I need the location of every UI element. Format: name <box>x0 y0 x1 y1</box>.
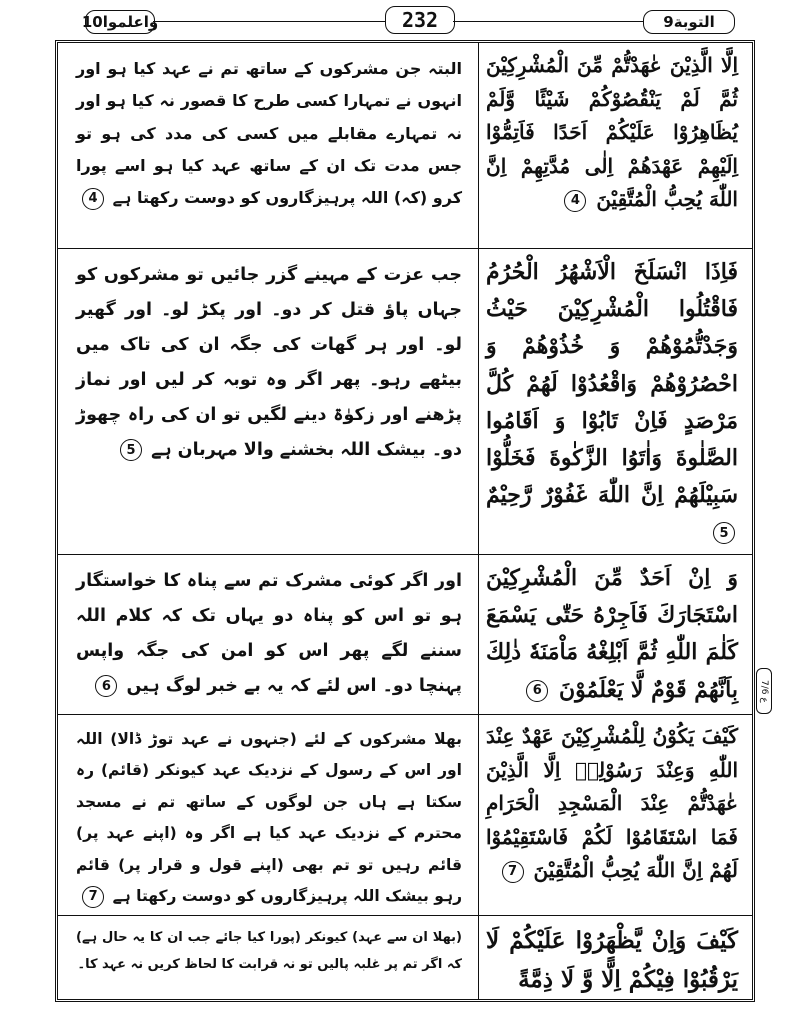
page-header <box>55 6 755 36</box>
verse-section-6 <box>58 554 752 714</box>
ayah-number-badge: 5 <box>120 439 142 461</box>
verse-section-7 <box>58 714 752 915</box>
ayah-number-badge: 6 <box>95 675 117 697</box>
arabic-verse: اِلَّا الَّذِيْنَ عٰهَدْتُّمْ مِّنَ الْمُشْرِكِيْنَ ثُمَّ لَمْ يَنْقُصُوْكُمْ شَيْئًا وَّلَمْ يُظَاهِرُوْا عَلَيْكُمْ اَحَدًا فَاَتِمُّوْا اِلَيْهِمْ عَهْدَهُمْ اِلٰى مُدَّتِهِمْ اِنَّ اللّٰهَ يُحِبُّ الْمُتَّقِيْنَ 4 <box>486 53 738 212</box>
header-rule-right <box>453 21 643 22</box>
ayah-number-badge: 6 <box>526 680 548 702</box>
urdu-translation: جب عزت کے مہینے گزر جائیں تو مشرکوں کو جہاں پاؤ قتل کر دو۔ اور پکڑ لو۔ اور گھیر لو۔ اور ہر گھات کی جگہ ان کی تاک میں بیٹھے رہو۔ پھر اگر وہ توبہ کر لیں اور نماز پڑھنے اور زکوٰۃ دینے لگیں تو ان کی راہ چھوڑ دو۔ بیشک اللہ بخشنے والا مہربان ہے 5 <box>76 265 462 460</box>
urdu-translation: البتہ جن مشرکوں کے ساتھ تم نے عہد کیا ہو اور انہوں نے تمہارا کسی طرح کا قصور نہ کیا ہو اور نہ تمہارے مقابلے میں کسی کی مدد کی ہو تو جس مدت تک ان کے ساتھ عہد کیا ہو اسے پورا کرو (کہ) اللہ پرہیزگاروں کو دوست رکھتا ہے 4 <box>58 43 478 214</box>
urdu-translation: (بھلا ان سے عہد) کیونکر (پورا کیا جائے جب ان کا یہ حال ہے) کہ اگر تم پر غلبہ پالیں تو نہ قرابت کا لحاظ کریں نہ عہد کا۔ <box>76 930 462 972</box>
header-rule-left <box>153 21 385 22</box>
verse-section-5 <box>58 248 752 554</box>
verse-section-8 <box>58 915 752 999</box>
page-frame <box>55 40 755 1002</box>
page-number: 232 <box>385 6 455 34</box>
arabic-verse: وَ اِنْ اَحَدٌ مِّنَ الْمُشْرِكِيْنَ اسْتَجَارَكَ فَاَجِرْهُ حَتّٰى يَسْمَعَ كَلٰمَ اللّٰهِ ثُمَّ اَبْلِغْهُ مَاْمَنَهٗ ذٰلِكَ بِاَنَّهُمْ قَوْمٌ لَّا يَعْلَمُوْنَ 6 <box>486 565 738 703</box>
urdu-translation: بھلا مشرکوں کے لئے (جنہوں نے عہد توڑ ڈالا) اللہ اور اس کے رسول کے نزدیک عہد کیونکر (قائم) رہ سکتا ہے ہاں جن لوگوں کے ساتھ تم نے مسجد محترم کے نزدیک عہد کیا ہے اگر وہ (اپنے عہد پر) قائم رہیں تو تم بھی (اپنے قول و قرار پر) قائم رہو بیشک اللہ پرہیزگاروں کو دوست رکھتا ہے 7 <box>58 714 478 912</box>
verse-section-4 <box>58 43 752 248</box>
ayah-number-badge: 7 <box>82 886 104 908</box>
ayah-number-badge: 7 <box>502 861 524 883</box>
ayah-number-badge: 4 <box>82 188 104 210</box>
arabic-verse: كَيْفَ وَاِنْ يَّظْهَرُوْا عَلَيْكُمْ لَا يَرْقُبُوْا فِيْكُمْ اِلًّا وَّ لَا ذِمَّةً <box>486 927 738 993</box>
urdu-translation: اور اگر کوئی مشرک تم سے پناہ کا خواستگار ہو تو اس کو پناہ دو یہاں تک کہ کلام اللہ سننے لگے پھر اس کو امن کی جگہ واپس پہنچا دو۔ اس لئے کہ یہ بے خبر لوگ ہیں 6 <box>76 571 462 696</box>
ayah-number-badge: 4 <box>564 190 586 212</box>
ayah-number-badge: 5 <box>713 522 735 544</box>
juz-label: واعلموا10 <box>85 10 155 34</box>
ruku-marker: ع 7/6 <box>756 668 772 714</box>
surah-label: التوبة9 <box>643 10 735 34</box>
arabic-verse: فَاِذَا انْسَلَخَ الْاَشْهُرُ الْحُرُمُ فَاقْتُلُوا الْمُشْرِكِيْنَ حَيْثُ وَجَدْتُّمُوْهُمْ وَ خُذُوْهُمْ وَ احْصُرُوْهُمْ وَاقْعُدُوْا لَهُمْ كُلَّ مَرْصَدٍ فَاِنْ تَابُوْا وَ اَقَامُوا الصَّلٰوةَ وَاٰتَوُا الزَّكٰوةَ فَخَلُّوْا سَبِيْلَهُمْ اِنَّ اللّٰهَ غَفُوْرٌ رَّحِيْمٌ 5 <box>474 248 752 552</box>
arabic-verse: كَيْفَ يَكُوْنُ لِلْمُشْرِكِيْنَ عَهْدٌ عِنْدَ اللّٰهِ وَعِنْدَ رَسُوْلِهٖ اِلَّا الَّذِيْنَ عٰهَدْتُّمْ عِنْدَ الْمَسْجِدِ الْحَرَامِ فَمَا اسْتَقَامُوْا لَكُمْ فَاسْتَقِيْمُوْا لَهُمْ اِنَّ اللّٰهَ يُحِبُّ الْمُتَّقِيْنَ 7 <box>486 724 738 883</box>
